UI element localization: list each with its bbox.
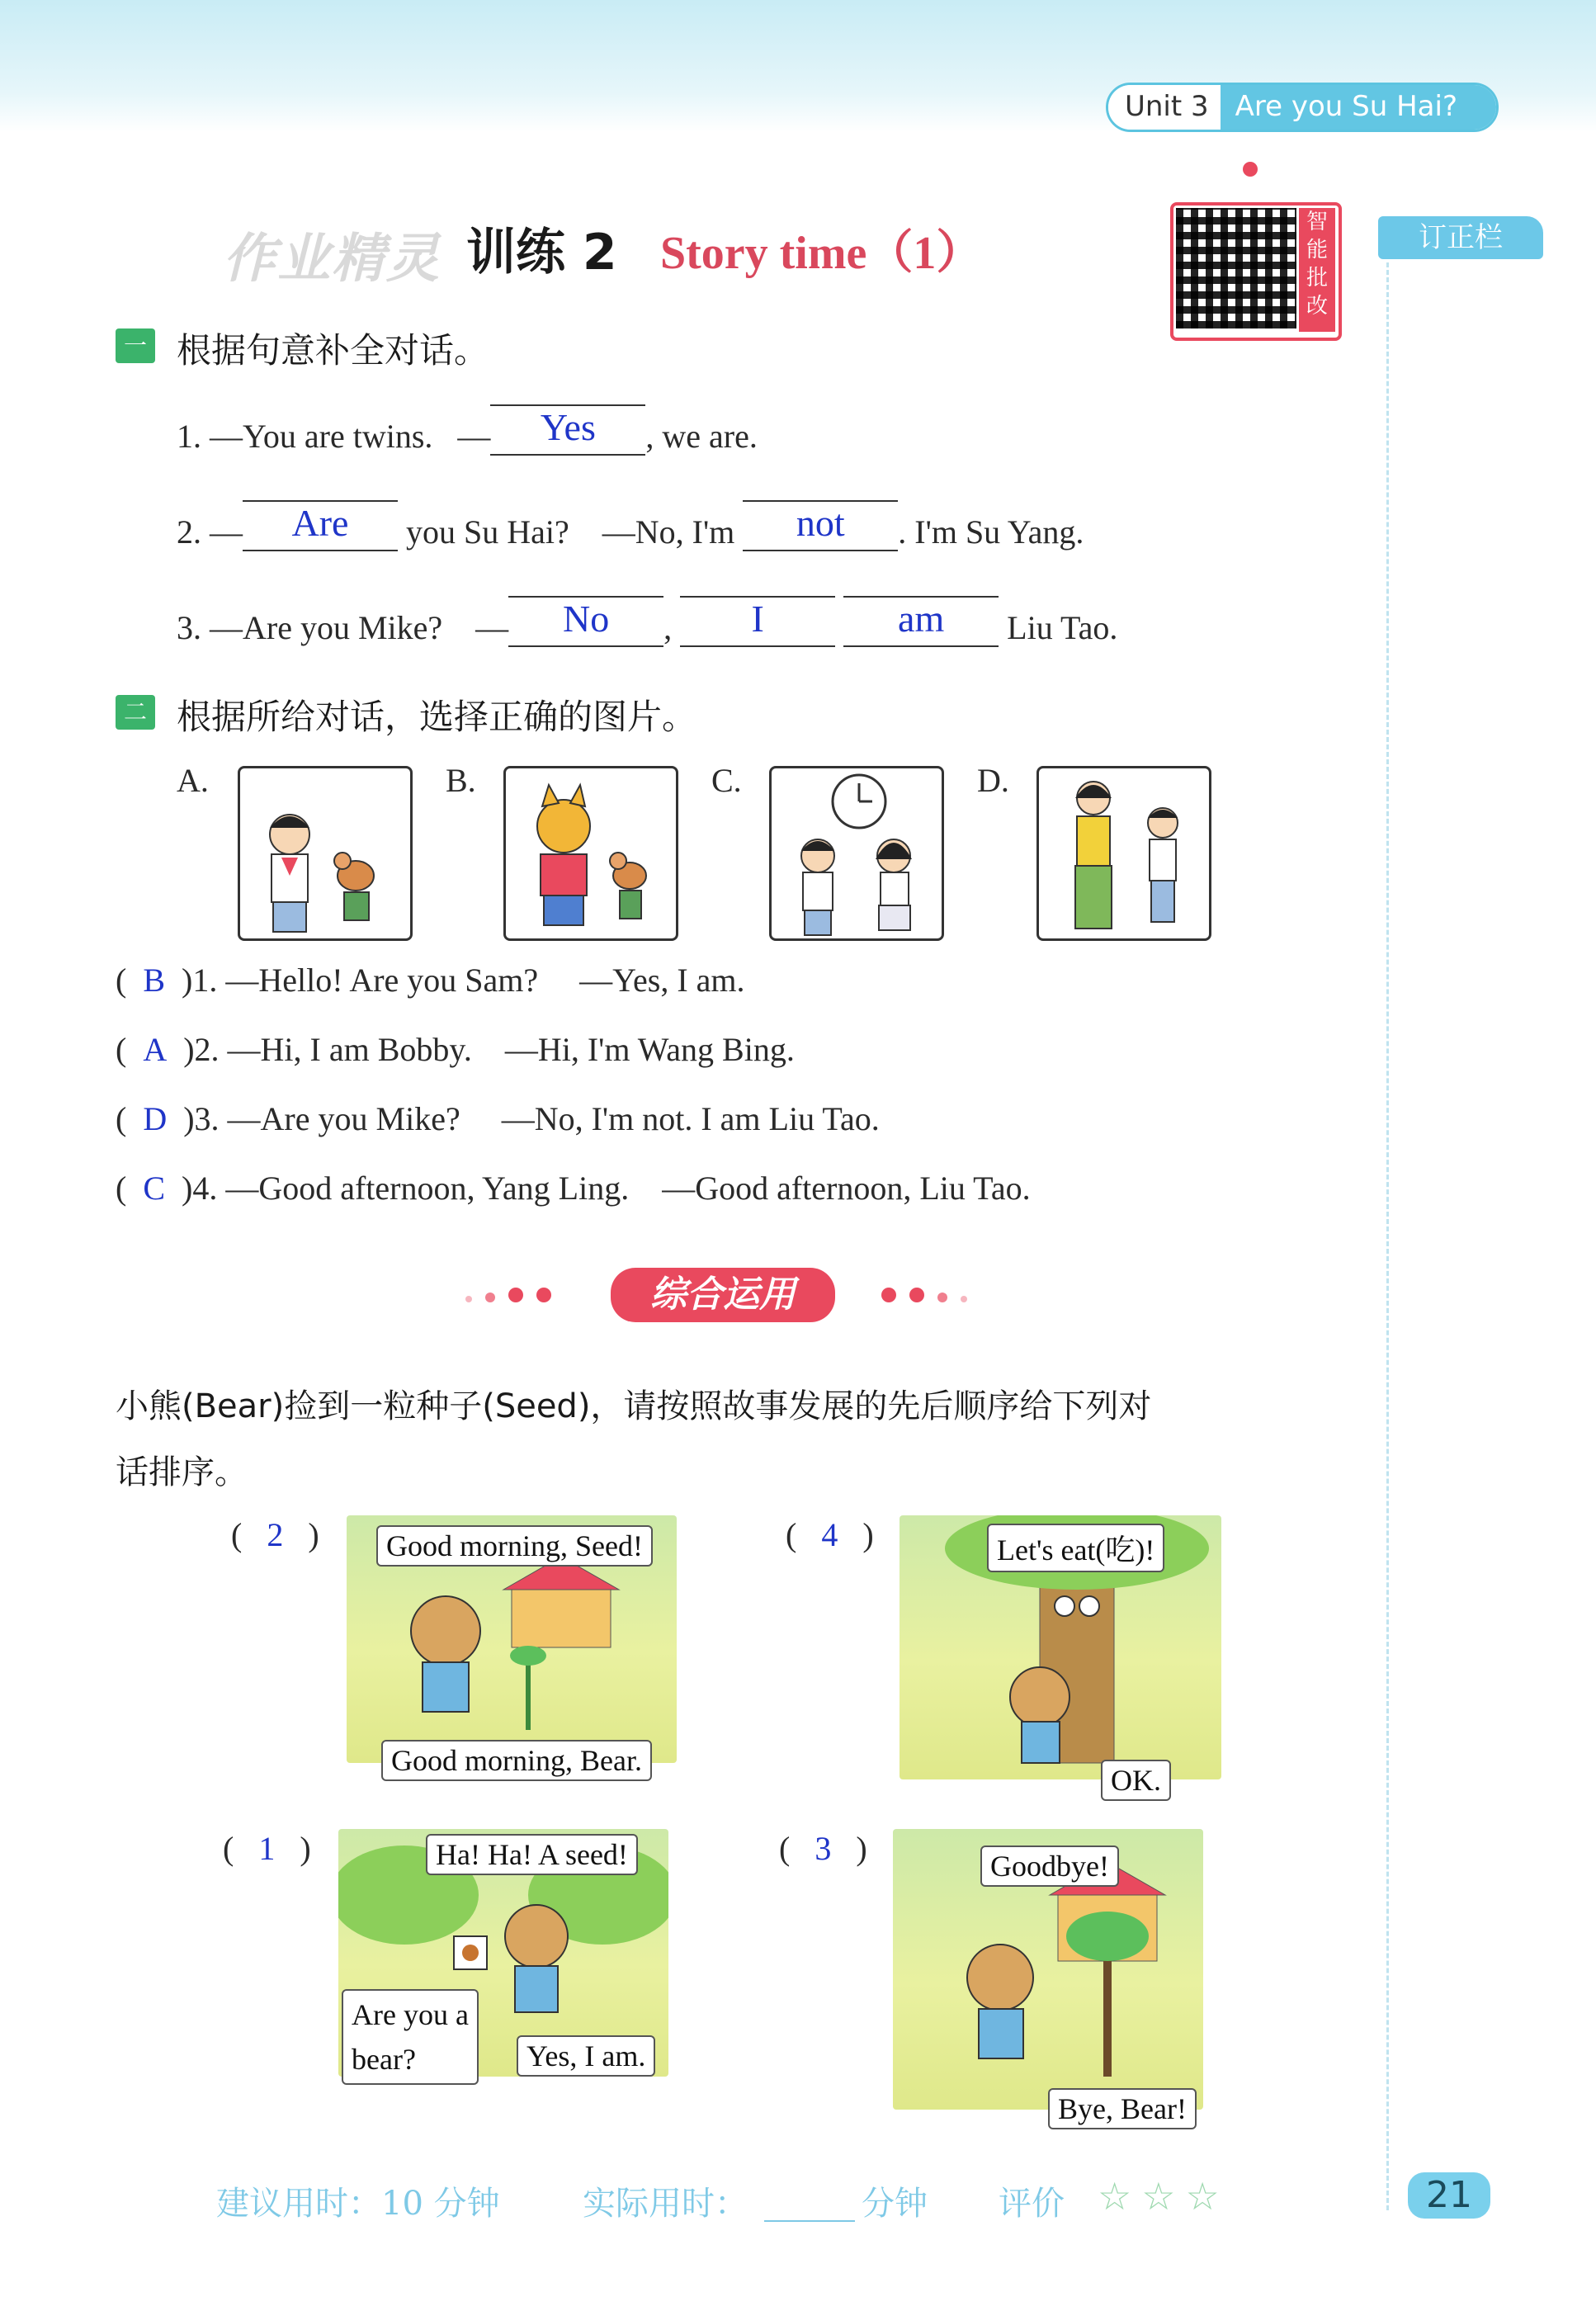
question-text: . I'm Su Yang. bbox=[898, 513, 1084, 551]
speech-bubble: OK. bbox=[1101, 1760, 1171, 1801]
section3-banner: 综合运用 bbox=[611, 1268, 835, 1322]
reply-text: —Yes, I am. bbox=[579, 962, 745, 999]
speech-bubble: Let's eat(吃)! bbox=[987, 1524, 1164, 1572]
question-text: —Are you Mike? bbox=[210, 609, 443, 646]
paren: ( bbox=[116, 1031, 127, 1068]
answer-slot[interactable]: D bbox=[143, 1100, 168, 1137]
choice-item-4 bbox=[116, 1169, 1031, 1207]
answer-blank[interactable]: No bbox=[508, 596, 663, 647]
answer-slot[interactable]: A bbox=[143, 1031, 168, 1068]
question-text: , we are. bbox=[645, 418, 758, 455]
paren: ( bbox=[116, 962, 127, 999]
fix-column-divider bbox=[1386, 262, 1389, 2210]
answer-blank[interactable]: Yes bbox=[490, 404, 645, 456]
section3-instruction-1: 小熊(Bear)捡到一粒种子(Seed)，请按照故事发展的先后顺序给下列对 bbox=[116, 1387, 1152, 1425]
banner-dots-right bbox=[875, 1288, 974, 1307]
rating-stars[interactable]: ☆☆☆ bbox=[1098, 2174, 1230, 2219]
pin-icon bbox=[1243, 162, 1258, 177]
question-text: Liu Tao. bbox=[1007, 609, 1118, 646]
question-number: 3. bbox=[177, 609, 201, 646]
section3-instruction-2: 话排序。 bbox=[116, 1453, 248, 1491]
question-number: 2. bbox=[177, 513, 201, 551]
question-number: )4. bbox=[182, 1170, 218, 1207]
unit-pill bbox=[1106, 83, 1499, 132]
section1-badge: 一 bbox=[116, 328, 155, 363]
answer-blank[interactable]: am bbox=[843, 596, 999, 647]
speech-bubble: Goodbye! bbox=[980, 1845, 1119, 1887]
choice-item-1 bbox=[116, 961, 745, 1000]
question-2 bbox=[177, 500, 1084, 551]
option-d-label: D. bbox=[977, 762, 1009, 799]
suggested-time: 建议用时：10 分钟 bbox=[216, 2185, 500, 2223]
option-a-label: A. bbox=[177, 762, 209, 799]
speech-bubble-two-line bbox=[342, 1989, 479, 2085]
option-b-label: B. bbox=[446, 762, 476, 799]
option-b-picture[interactable] bbox=[503, 766, 678, 941]
lesson-subtitle: Story time（1） bbox=[660, 228, 983, 279]
option-d-picture[interactable] bbox=[1036, 766, 1211, 941]
paren: ( bbox=[116, 1170, 127, 1207]
question-text: —No, I'm bbox=[602, 513, 735, 551]
unit-label: Unit 3 bbox=[1108, 85, 1221, 130]
question-number: 1. bbox=[177, 418, 201, 455]
question-3 bbox=[177, 596, 1117, 647]
answer-blank[interactable]: I bbox=[680, 596, 835, 647]
panel-order-1: ( 2 ) bbox=[231, 1516, 319, 1553]
answer-slot[interactable]: C bbox=[143, 1170, 166, 1207]
panel-order-4: ( 3 ) bbox=[779, 1830, 867, 1867]
paren: ( bbox=[116, 1100, 127, 1137]
question-text: —Hello! Are you Sam? bbox=[225, 962, 539, 999]
panel-order-3: ( 1 ) bbox=[223, 1830, 311, 1867]
dash: — bbox=[475, 609, 509, 646]
lesson-title: 训练 2 bbox=[466, 224, 617, 281]
panel-order-2: ( 4 ) bbox=[786, 1516, 874, 1553]
section2-title: 根据所给对话，选择正确的图片。 bbox=[177, 697, 697, 737]
comma: , bbox=[663, 609, 673, 646]
answer-blank[interactable]: Are bbox=[243, 500, 398, 551]
question-1 bbox=[177, 404, 758, 456]
question-number: )1. bbox=[182, 962, 218, 999]
fix-column-tab: 订正栏 bbox=[1378, 216, 1543, 259]
reply-text: —Hi, I'm Wang Bing. bbox=[504, 1031, 795, 1068]
actual-time-label: 实际用时： bbox=[583, 2185, 748, 2223]
page-number: 21 bbox=[1408, 2172, 1490, 2219]
option-c-picture[interactable] bbox=[769, 766, 944, 941]
question-number: )3. bbox=[183, 1100, 220, 1137]
section2-badge: 二 bbox=[116, 695, 155, 730]
choice-item-2 bbox=[116, 1030, 795, 1069]
qr-label: 智能批改 bbox=[1299, 208, 1335, 332]
order-slot[interactable]: 2 bbox=[267, 1516, 284, 1553]
qr-code-icon[interactable] bbox=[1176, 208, 1296, 328]
question-text: —Hi, I am Bobby. bbox=[227, 1031, 472, 1068]
order-slot[interactable]: 1 bbox=[258, 1830, 276, 1867]
choice-item-3 bbox=[116, 1099, 880, 1138]
order-slot[interactable]: 4 bbox=[821, 1516, 838, 1553]
answer-blank[interactable]: not bbox=[743, 500, 898, 551]
speech-bubble: Ha! Ha! A seed! bbox=[426, 1834, 638, 1875]
unit-title: Are you Su Hai? bbox=[1221, 85, 1496, 130]
question-text: —You are twins. bbox=[210, 418, 433, 455]
speech-bubble: Good morning, Bear. bbox=[381, 1740, 652, 1781]
reply-text: —No, I'm not. I am Liu Tao. bbox=[501, 1100, 880, 1137]
speech-bubble: Bye, Bear! bbox=[1048, 2088, 1197, 2129]
question-number: )2. bbox=[183, 1031, 220, 1068]
bubble-line: Are you a bbox=[352, 1998, 469, 2031]
bubble-line: bear? bbox=[352, 2043, 416, 2076]
actual-time-blank[interactable] bbox=[764, 2220, 855, 2222]
question-text: you Su Hai? bbox=[406, 513, 569, 551]
speech-bubble: Good morning, Seed! bbox=[376, 1525, 653, 1567]
speech-bubble: Yes, I am. bbox=[517, 2035, 655, 2077]
banner-dots-left bbox=[459, 1288, 558, 1307]
question-text: —Good afternoon, Yang Ling. bbox=[225, 1170, 630, 1207]
option-a-picture[interactable] bbox=[238, 766, 413, 941]
answer-slot[interactable]: B bbox=[143, 962, 166, 999]
option-c-label: C. bbox=[711, 762, 742, 799]
watermark-logo: 作业精灵 bbox=[223, 229, 441, 288]
rating-label: 评价 bbox=[999, 2185, 1065, 2223]
reply-text: —Good afternoon, Liu Tao. bbox=[662, 1170, 1031, 1207]
dash: — bbox=[457, 418, 491, 455]
dash: — bbox=[210, 513, 243, 551]
minutes-label: 分钟 bbox=[862, 2185, 928, 2223]
question-text: —Are you Mike? bbox=[227, 1100, 460, 1137]
section1-title: 根据句意补全对话。 bbox=[177, 330, 489, 371]
order-slot[interactable]: 3 bbox=[815, 1830, 832, 1867]
